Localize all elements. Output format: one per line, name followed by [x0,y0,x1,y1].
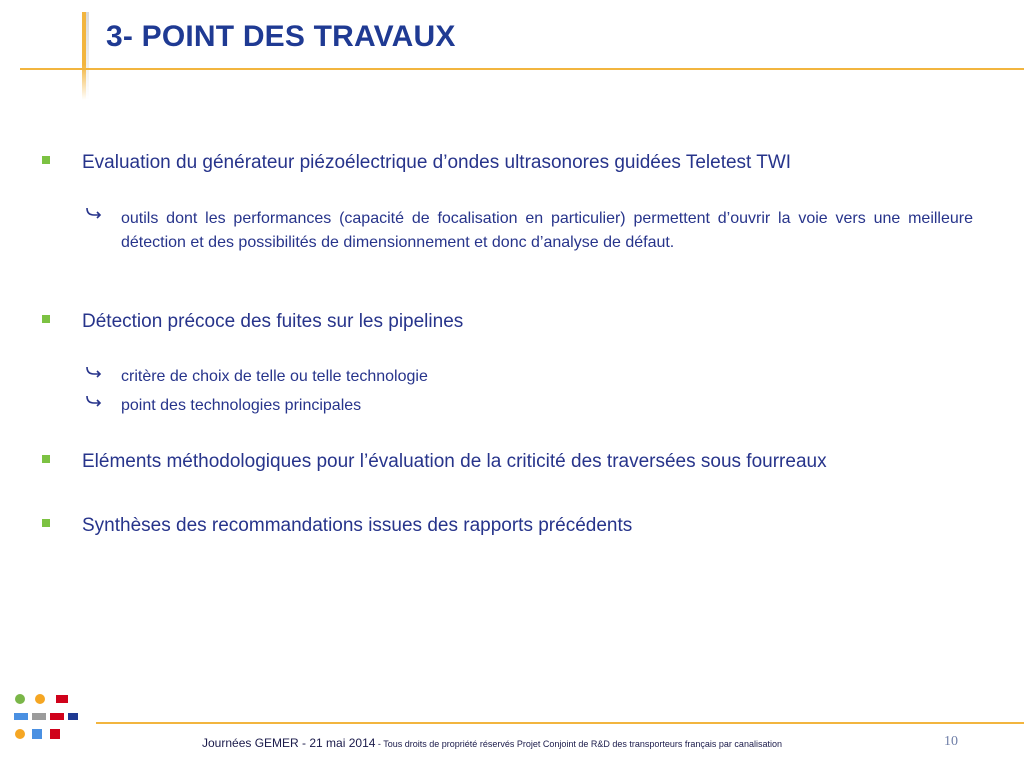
curved-arrow-right-icon [84,206,104,222]
bullet-icon [42,156,50,164]
bullet-icon [42,455,50,463]
footer-main-text: Journées GEMER - 21 mai 2014 [202,736,376,750]
bullet-1-text: Evaluation du générateur piézoélectrique d’ondes ultrasonores guidées Teletest TWI [82,152,792,173]
footer-copyright: Tous droits de propriété réservés Projet Conjoint de R&D des transporteurs français par canalisation [383,739,782,749]
bullet-icon [42,519,50,527]
page-number: 10 [944,734,958,749]
bullet-1-subitem-1: outils dont les performances (capacité de focalisation en particulier) permettent d’ouvrir la voie vers une meilleure détection et des possibilités de dimensionnement et donc d’analyse de défaut. [121,210,973,251]
footer-separator: - [375,739,384,749]
curved-arrow-right-icon [84,365,104,381]
partner-logos [14,689,84,747]
bullet-2-text: Détection précoce des fuites sur les pipelines [82,311,464,332]
curved-arrow-right-icon [84,394,104,410]
header-divider [20,68,1024,70]
bullet-2-subitem-2: point des technologies principales [121,397,362,414]
bullet-icon [42,315,50,323]
footer-text [202,734,782,752]
slide-title: 3- POINT DES TRAVAUX [106,20,456,53]
header-accent-shadow [86,12,89,100]
bullet-3-text: Eléments méthodologiques pour l’évaluation de la criticité des traversées sous fourreaux [82,451,827,472]
footer-divider [96,722,1024,724]
bullet-4-text: Synthèses des recommandations issues des rapports précédents [82,515,633,536]
bullet-2-subitem-1: critère de choix de telle ou telle technologie [121,368,428,385]
